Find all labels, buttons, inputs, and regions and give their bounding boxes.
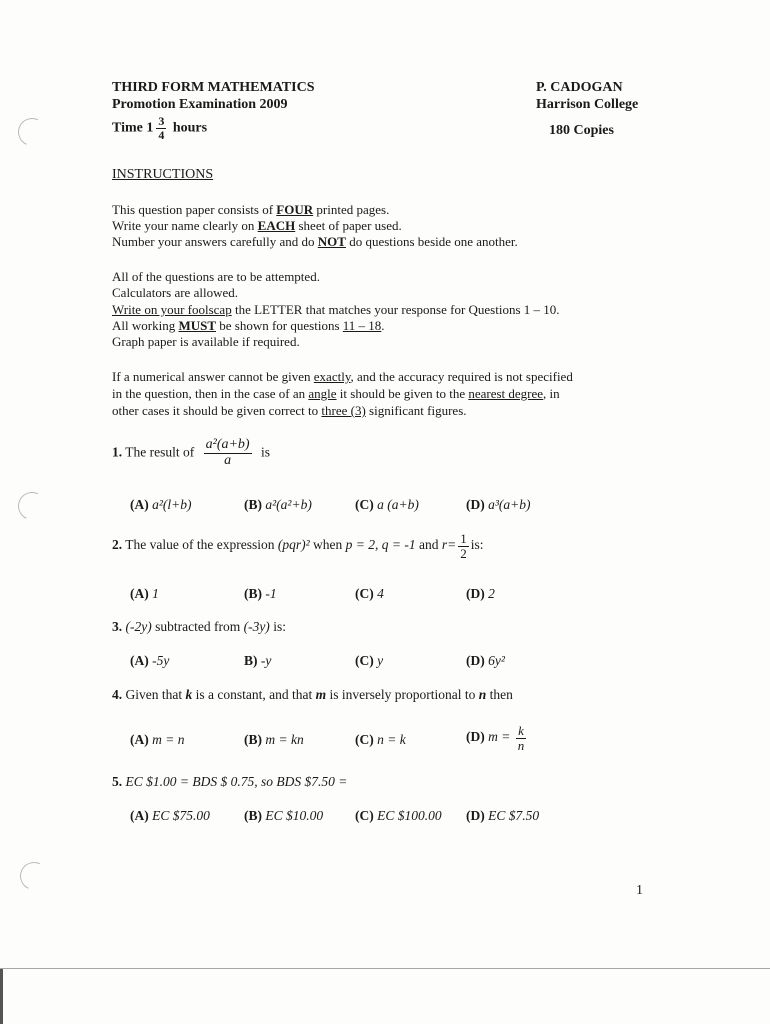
accuracy-line: in the question, then in the case of an angle it should be given to the nearest degree, in [112,386,560,401]
q2-fraction-denominator: 2 [460,545,467,561]
instruction-line: Calculators are allowed. [112,285,238,300]
exam-school: Harrison College [536,97,639,112]
punch-hole-mark [16,858,52,894]
q1-fraction-denominator: a [224,452,232,468]
question-1: 1. The result of $\frac{\text{a²(a+b)}}{a}$ is [112,437,270,468]
q2-option-a: (A) 1 [130,586,159,601]
instruction-line: This question paper consists of FOUR printed pages. [112,202,390,217]
q3-option-a: (A) -5y [130,653,170,668]
q1-option-b: (B) a²(a²+b) [244,497,312,512]
question-4: 4. Given that k is a constant, and that m is inversely proportional to n then [112,687,513,702]
question-2: 2. The value of the expression (pqr)² when p = 2, q = -1 and r= $\frac{1}{2}$ is: [112,531,484,561]
q1-option-a: (A) a²(l+b) [130,497,192,512]
exam-time [112,115,207,141]
q3-option-c: (C) y [355,653,384,668]
punch-hole-mark [14,488,50,524]
page-bottom-edge [0,968,770,969]
exam-subtitle: Promotion Examination 2009 [112,97,288,112]
q4-fraction-numerator: k [516,724,527,739]
exam-author: P. CADOGAN [536,80,623,95]
punch-hole-mark [14,114,50,150]
question-5: 5. EC $1.00 = BDS $ 0.75, so BDS $7.50 = [112,774,348,789]
time-unit: hours [172,120,208,136]
instruction-line: Write on your foolscap the LETTER that matches your response for Questions 1 – 10. [112,302,560,317]
q4-option-a: (A) m = n [130,732,185,747]
q5-option-b: (B) EC $10.00 [244,808,324,823]
exam-copies: 180 Copies [549,123,614,138]
instruction-line: All working MUST be shown for questions 11 – 18. [112,318,385,333]
q2-option-c: (C) 4 [355,586,384,601]
q4-option-c: (C) n = k [355,732,406,747]
question-3: 3. (-2y) subtracted from (-3y) is: [112,619,286,634]
q2-option-b: (B) -1 [244,586,277,601]
instruction-line: Number your answers carefully and do NOT do questions beside one another. [112,234,518,249]
q5-option-c: (C) EC $100.00 [355,808,442,823]
q3-option-d: (D) 6y² [466,653,505,668]
time-label: Time 1 [112,120,154,136]
q3-option-b: B) -y [244,653,272,668]
q5-option-d: (D) EC $7.50 [466,808,540,823]
instruction-line: All of the questions are to be attempted. [112,269,320,284]
accuracy-line: If a numerical answer cannot be given exactly, and the accuracy required is not specified [112,369,573,384]
instruction-line: Graph paper is available if required. [112,334,300,349]
instructions-heading: INSTRUCTIONS [112,167,214,182]
accuracy-line: other cases it should be given correct to three (3) significant figures. [112,403,467,418]
instruction-line: Write your name clearly on EACH sheet of paper used. [112,218,402,233]
exam-title: THIRD FORM MATHEMATICS [112,80,315,95]
q2-option-d: (D) 2 [466,586,495,601]
q4-option-b: (B) m = kn [244,732,304,747]
time-fraction-numerator: 3 [158,114,165,128]
time-fraction-denominator: 4 [158,127,165,142]
q4-option-d: (D) m = $\frac{k}{n}$ [466,723,525,753]
page-number: 1 [636,883,643,898]
q1-option-d: (D) a³(a+b) [466,497,531,512]
q1-option-c: (C) a (a+b) [355,497,419,512]
scan-edge [0,968,3,1024]
q2-fraction-numerator: 1 [460,531,467,546]
q4-fraction-denominator: n [517,737,525,753]
q5-option-a: (A) EC $75.00 [130,808,210,823]
q1-fraction-numerator: a²(a+b) [205,437,250,452]
